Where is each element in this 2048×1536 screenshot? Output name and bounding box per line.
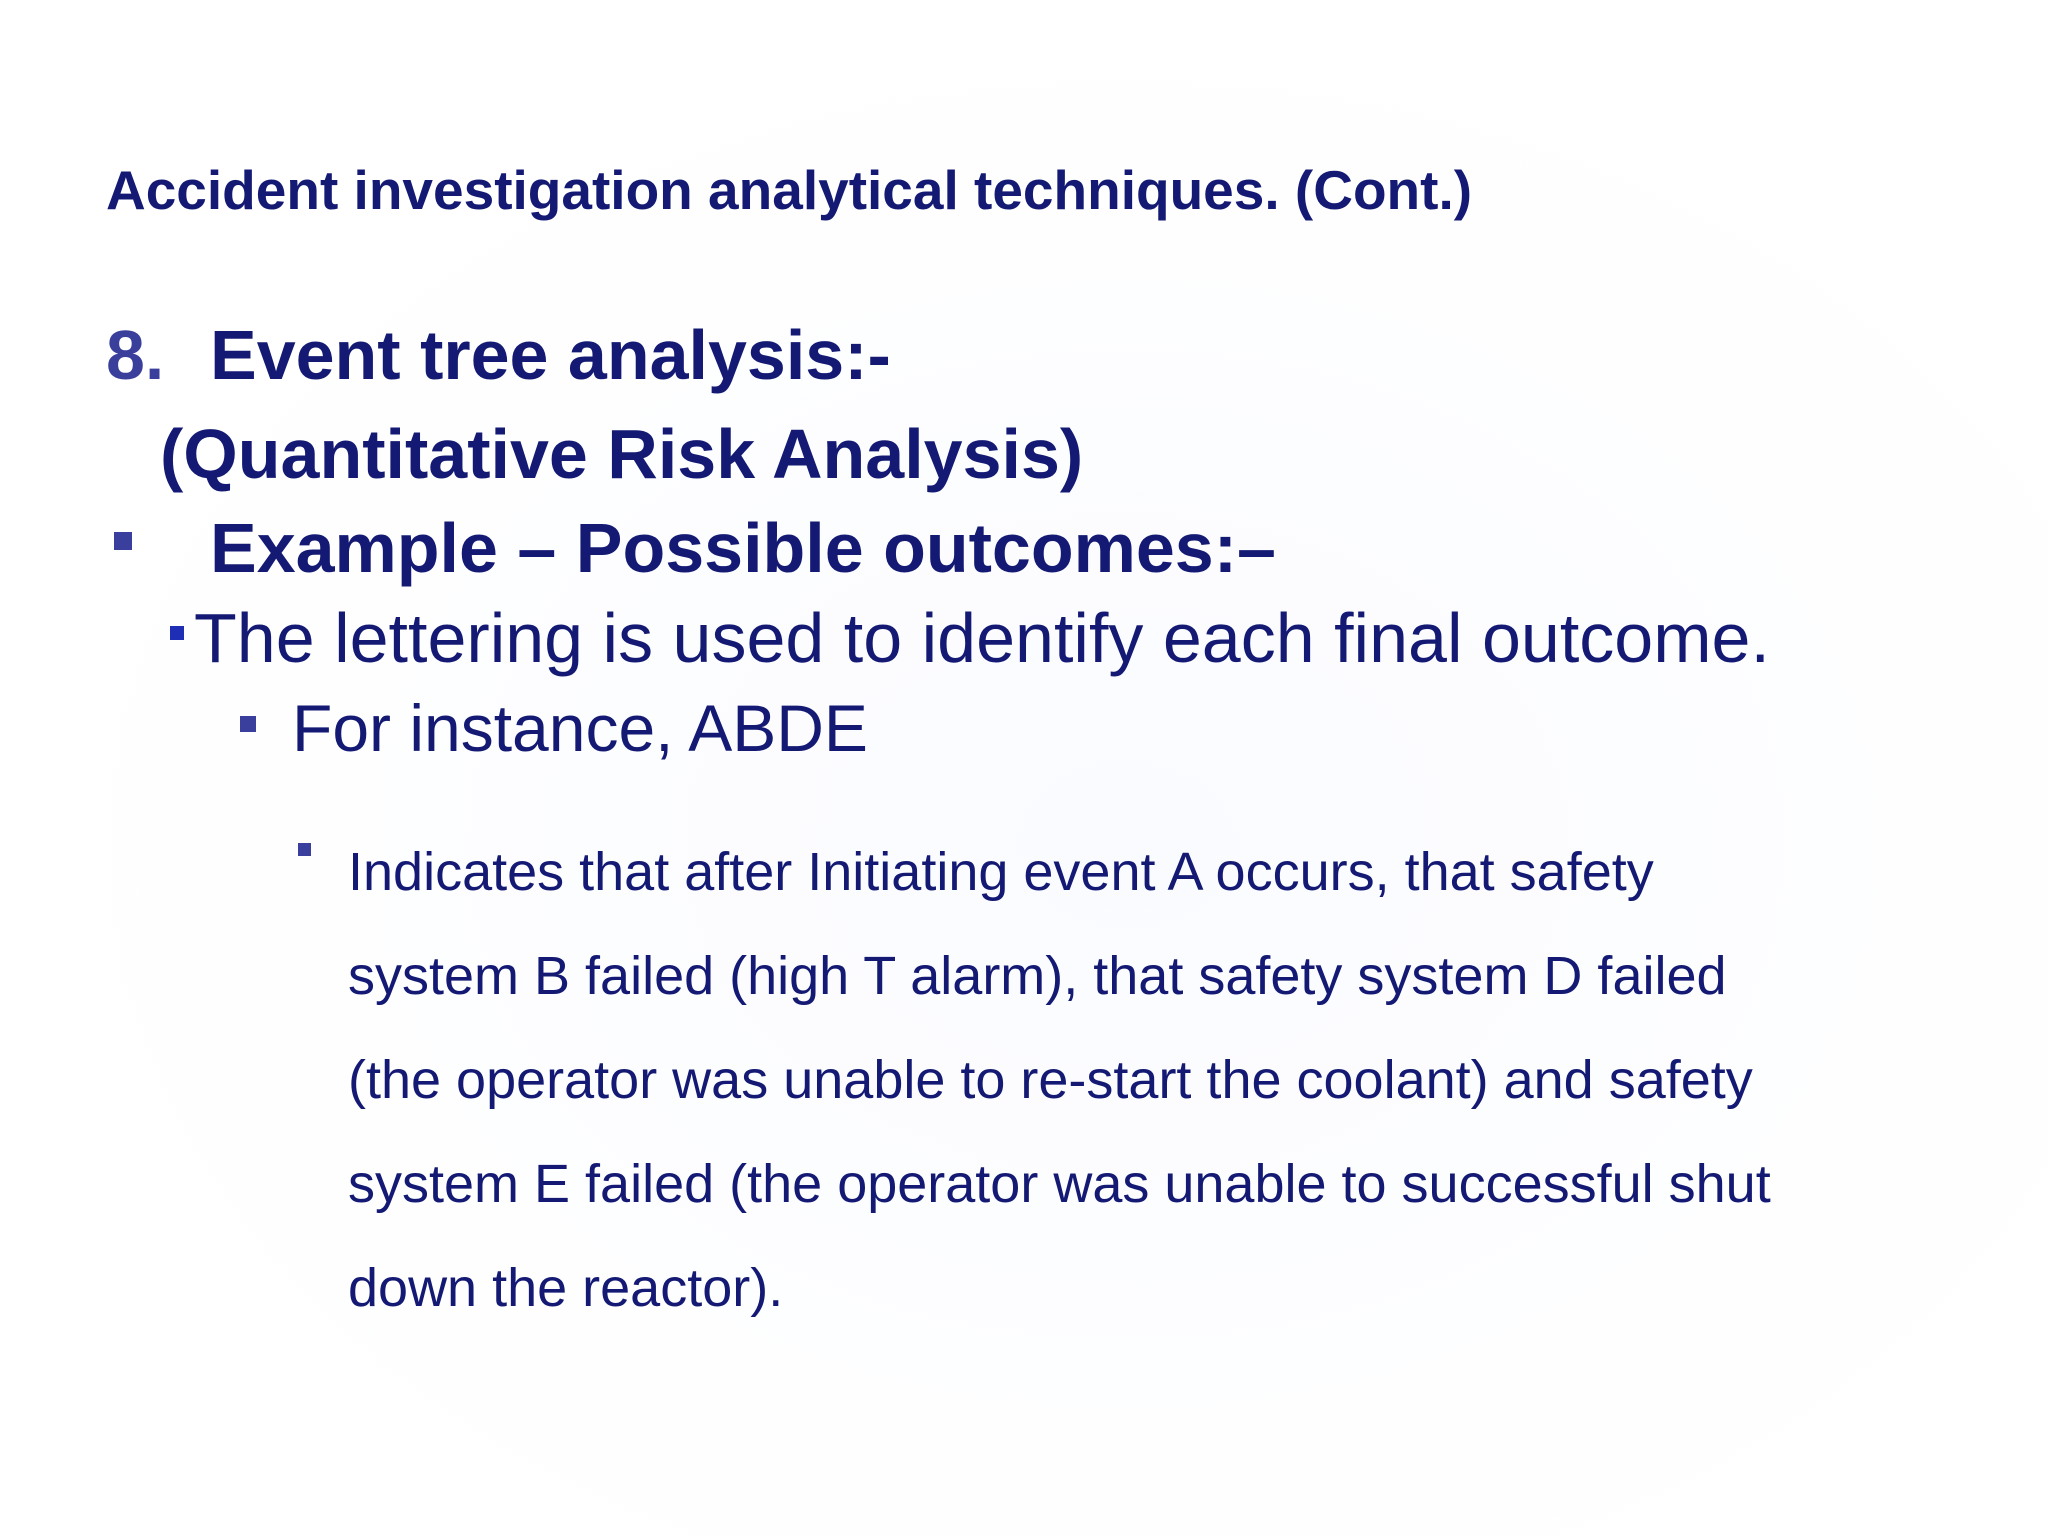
- heading-text: Event tree analysis:-: [210, 316, 891, 394]
- slide-title: Accident investigation analytical techniques. (Cont.): [106, 159, 1473, 221]
- paragraph-line: down the reactor).: [348, 1258, 784, 1318]
- paragraph-line: (the operator was unable to re-start the coolant) and safety: [348, 1050, 1753, 1110]
- bullet-level-3-text: For instance, ABDE: [292, 691, 868, 765]
- bullet-level-3: [236, 690, 868, 766]
- bullet-level-1: [106, 508, 1276, 588]
- bullet-level-1-text: Example – Possible outcomes:–: [210, 509, 1276, 587]
- bullet-level-2: [166, 598, 1770, 678]
- subheading: (Quantitative Risk Analysis): [160, 415, 1084, 493]
- paragraph-line: system E failed (the operator was unable to successful shut: [348, 1154, 1771, 1214]
- heading-number: 8.: [106, 316, 165, 394]
- heading-row: [106, 315, 891, 395]
- bullet-level-4-paragraph: [348, 820, 1908, 1340]
- square-bullet-icon: [298, 843, 311, 856]
- paragraph-line: Indicates that after Initiating event A occurs, that safety: [348, 842, 1654, 902]
- paragraph-line: system B failed (high T alarm), that safety system D failed: [348, 946, 1727, 1006]
- bullet-level-2-text: The lettering is used to identify each final outcome.: [194, 599, 1770, 677]
